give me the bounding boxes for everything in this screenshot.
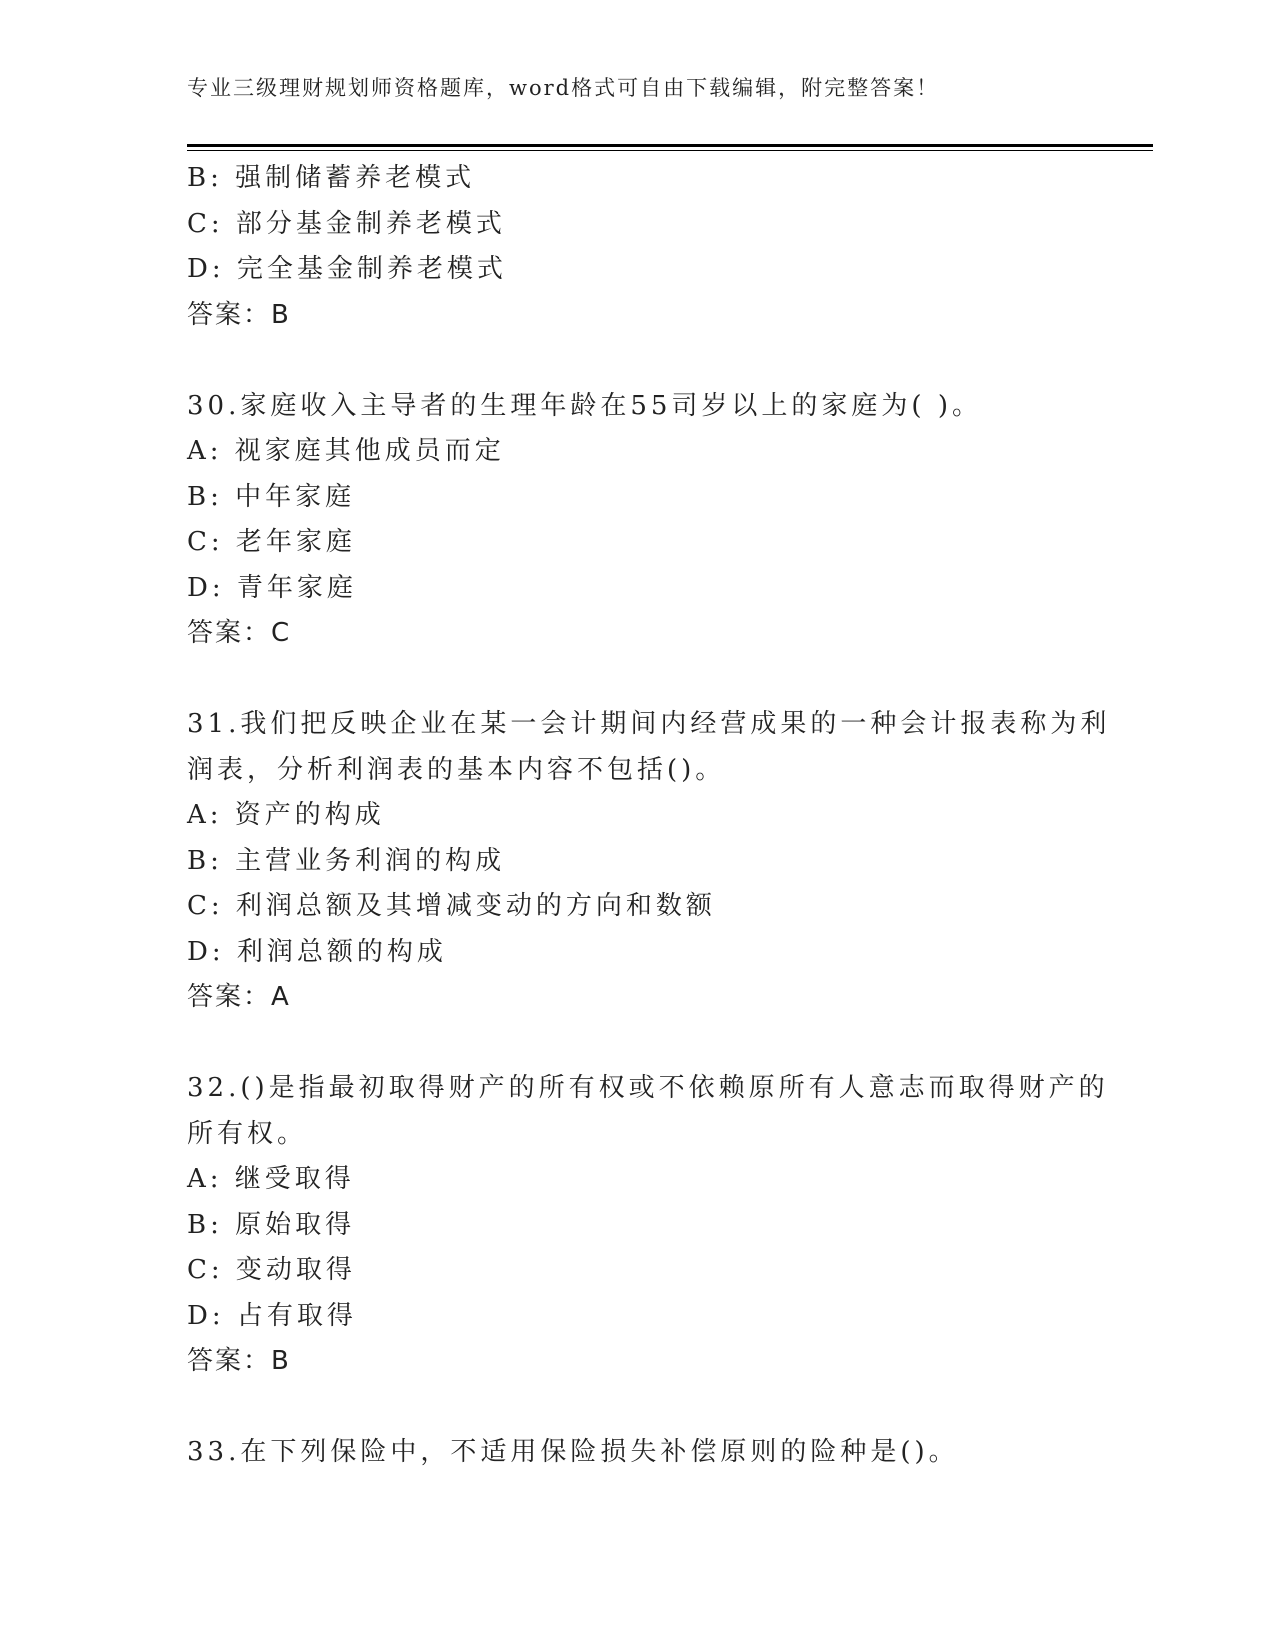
option-b: B: 中年家庭 [187,481,356,512]
header-rule-thin [187,150,1153,151]
question-31 [187,702,1111,1021]
spacer [187,1385,1087,1431]
spacer [187,338,1087,384]
option-d: D: 完全基金制养老模式 [187,254,507,284]
question-stem: 30.家庭收入主导者的生理年龄在55司岁以上的家庭为( )。 [187,390,982,421]
spacer [187,1021,1087,1067]
option-d: D: 占有取得 [187,1300,357,1331]
question-stem: 33.在下列保险中，不适用保险损失补偿原则的险种是()。 [187,1437,959,1467]
answer: 答案：B [187,1346,291,1376]
question-stem-line-2: 所有权。 [187,1118,308,1149]
option-b: B: 强制储蓄养老模式 [187,163,476,193]
question-stem-line-2: 润表，分析利润表的基本内容不包括()。 [187,754,726,785]
option-d: D: 利润总额的构成 [187,936,447,967]
page-header: 专业三级理财规划师资格题库，word格式可自由下载编辑，附完整答案！ [187,76,940,100]
question-list [187,156,1111,1476]
option-a: A: 继受取得 [187,1164,355,1194]
option-c: C: 部分基金制养老模式 [187,208,506,239]
question-stem-line-1: 32.()是指最初取得财产的所有权或不依赖原所有人意志而取得财产的 [187,1073,1109,1103]
answer: 答案：B [187,299,291,330]
question-30 [187,384,1087,657]
question-29 [187,156,1087,338]
question-33 [187,1430,1087,1476]
option-d: D: 青年家庭 [187,572,357,603]
option-a: A: 资产的构成 [187,800,385,830]
answer: 答案：C [187,618,292,648]
question-stem-line-1: 31.我们把反映企业在某一会计期间内经营成果的一种会计报表称为利 [187,709,1111,739]
option-c: C: 变动取得 [187,1255,356,1285]
option-a: A: 视家庭其他成员而定 [187,436,505,466]
answer: 答案：A [187,982,291,1012]
option-b: B: 原始取得 [187,1209,356,1240]
option-c: C: 老年家庭 [187,527,356,557]
header-rule-thick [187,144,1153,147]
spacer [187,657,1087,703]
option-b: B: 主营业务利润的构成 [187,845,506,876]
option-c: C: 利润总额及其增减变动的方向和数额 [187,891,716,921]
question-32 [187,1066,1109,1385]
